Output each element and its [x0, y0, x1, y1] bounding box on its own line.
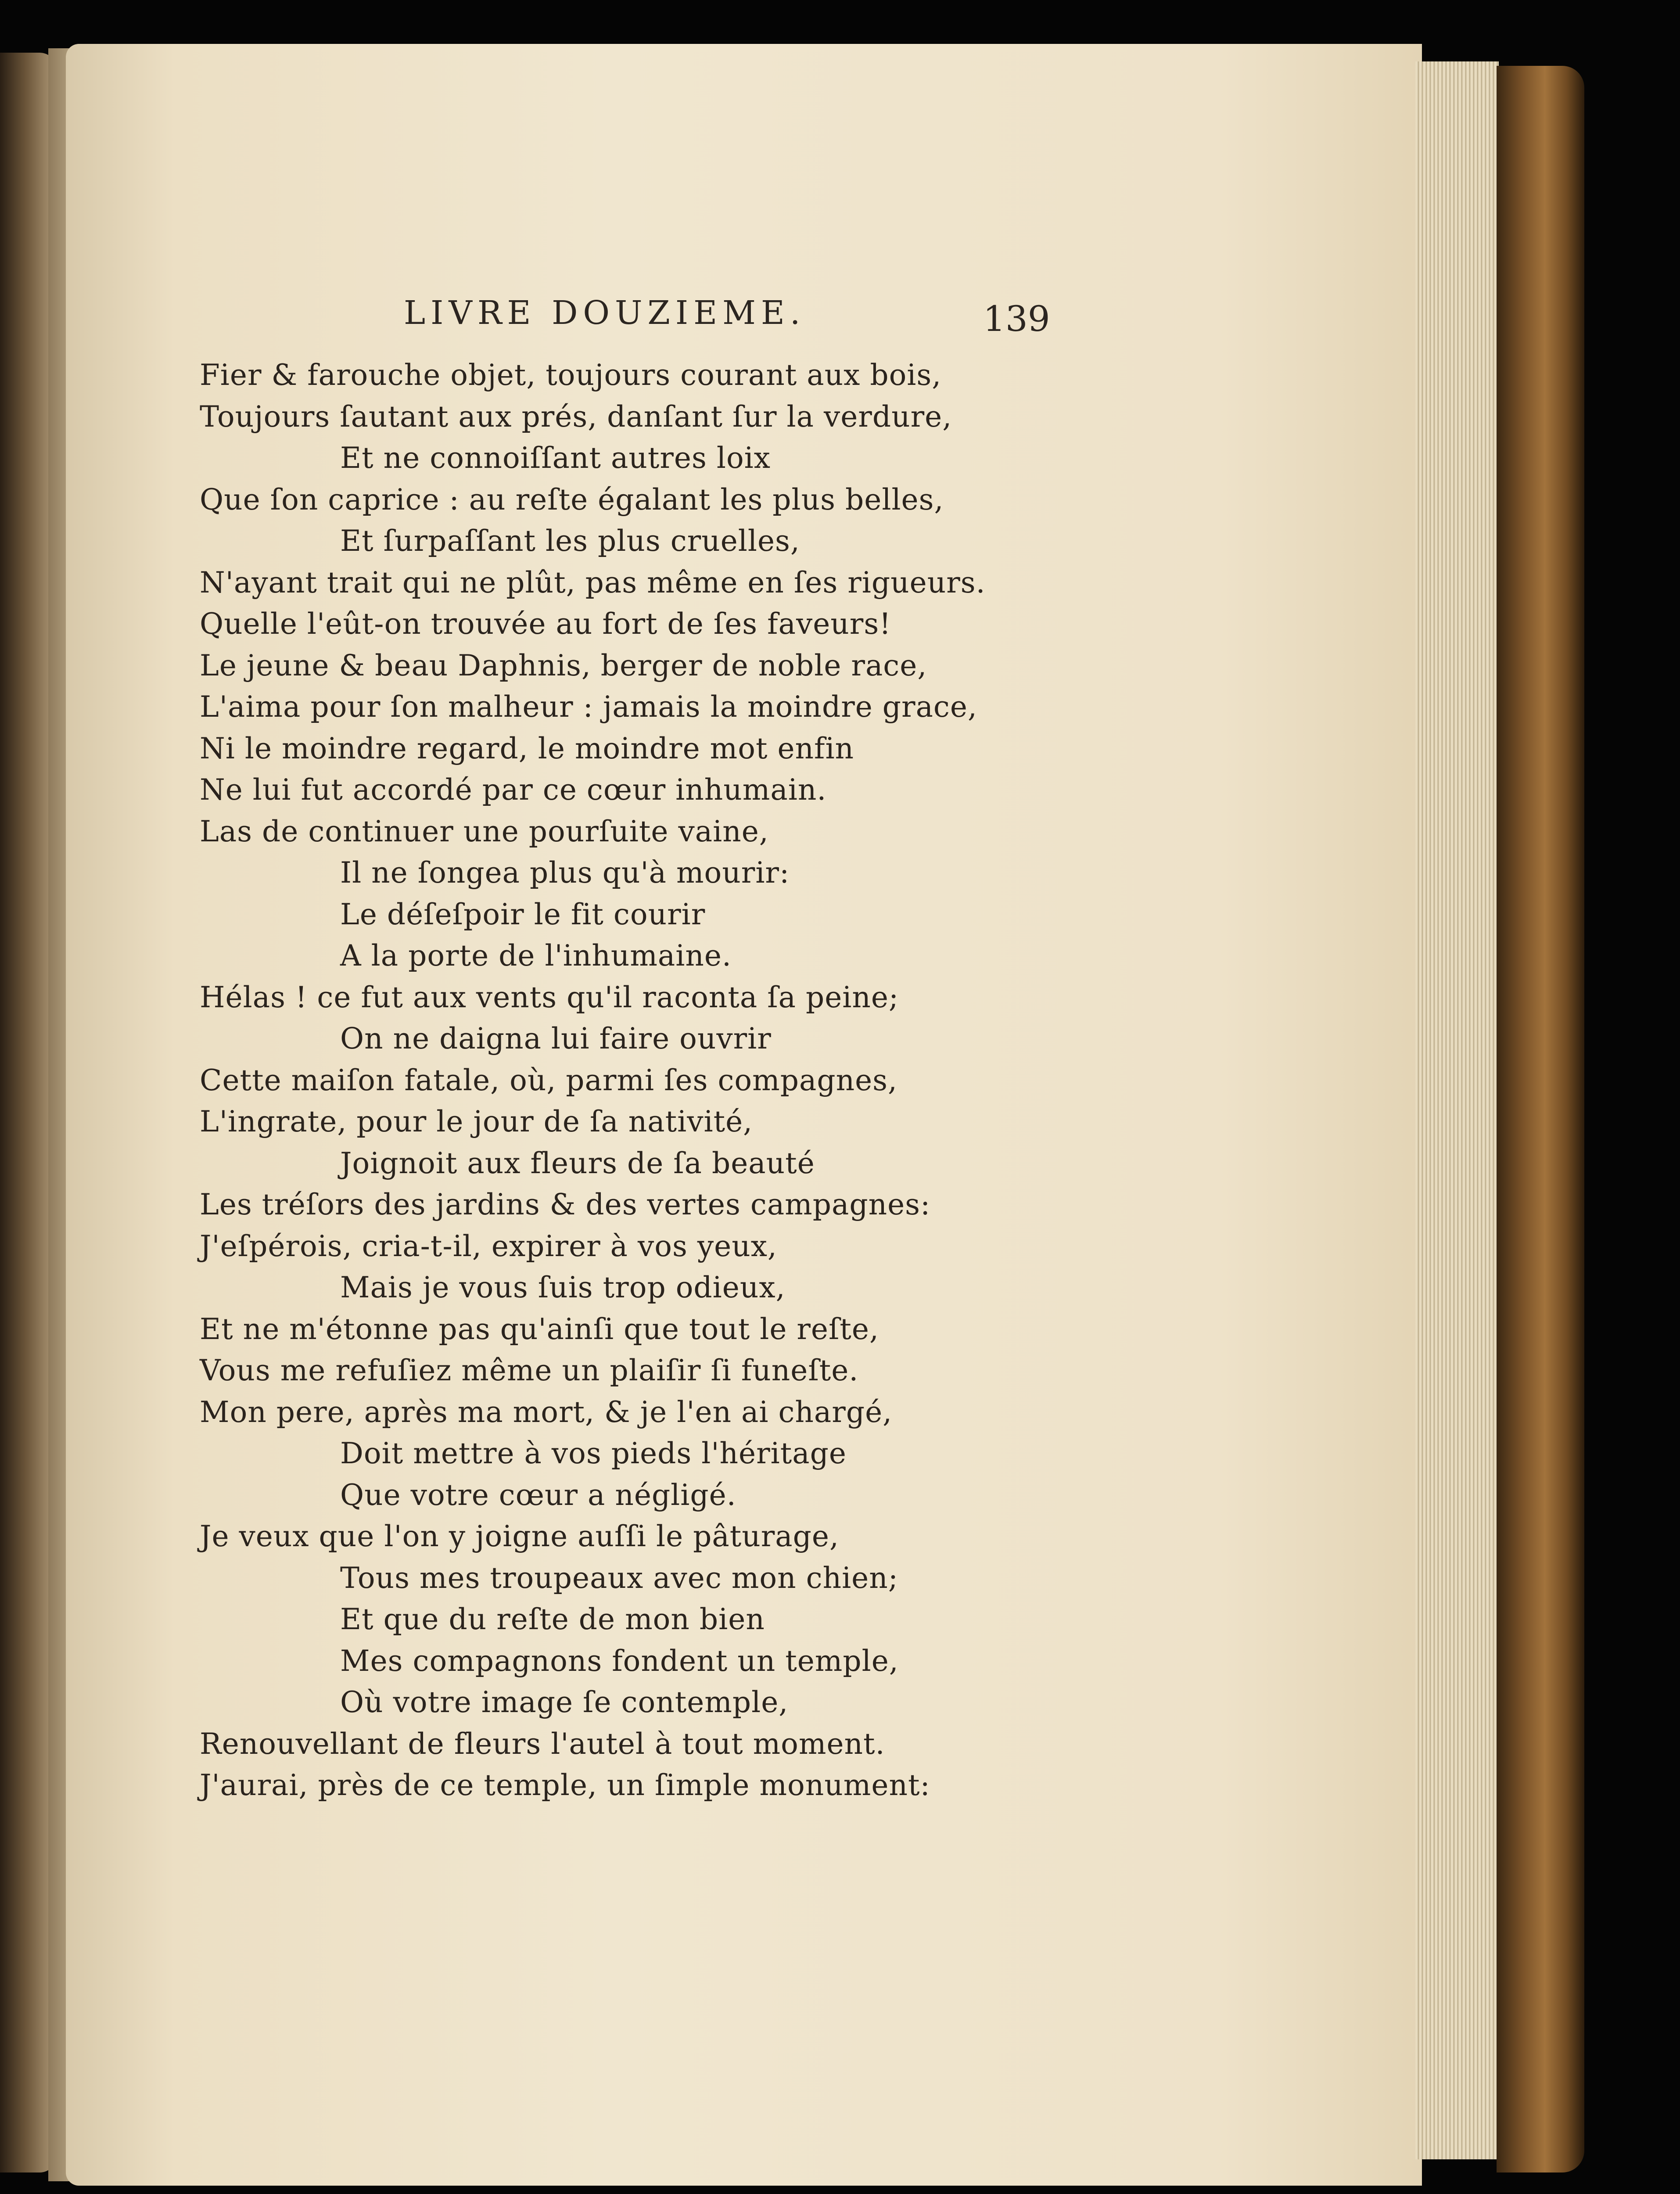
poem-line: Las de continuer une pourſuite vaine, [200, 814, 769, 848]
leather-cover [1497, 66, 1584, 2172]
poem-line: Le déſeſpoir le fit courir [340, 897, 706, 931]
poem-line: Joignoit aux fleurs de ſa beauté [340, 1146, 815, 1180]
poem-line: Le jeune & beau Daphnis, berger de noble race, [200, 648, 927, 682]
poem-line: N'ayant trait qui ne plût, pas même en ſes rigueurs. [200, 565, 986, 600]
poem-line: On ne daigna lui faire ouvrir [340, 1022, 772, 1056]
poem-line: Quelle l'eût-on trouvée au fort de ſes faveurs! [200, 607, 891, 641]
poem-line: Ni le moindre regard, le moindre mot enfin [200, 731, 854, 765]
poem-line: Mais je vous ſuis trop odieux, [340, 1271, 786, 1304]
poem-line: Il ne ſongea plus qu'à mourir: [340, 856, 790, 890]
poem-line: J'aurai, près de ce temple, un ſimple monument: [200, 1768, 930, 1802]
poem-line: L'aima pour ſon malheur : jamais la moindre grace, [200, 690, 977, 724]
poem-line: Et ne connoiſſant autres loix [340, 441, 771, 475]
poem-line: Cette maiſon fatale, où, parmi ſes compagnes, [200, 1063, 898, 1097]
poem-line: Que votre cœur a négligé. [340, 1478, 736, 1512]
running-title: LIVRE DOUZIEME. [404, 294, 806, 332]
poem-line: Doit mettre à vos pieds l'héritage [340, 1436, 847, 1470]
poem-line: Et ne m'étonne pas qu'ainſi que tout le reſte, [200, 1312, 879, 1346]
poem-line: Que ſon caprice : au reſte égalant les plus belles, [200, 482, 944, 517]
poem-line: Vous me refuſiez même un plaiſir ſi funeſte. [200, 1354, 859, 1387]
poem-line: Et ſurpaſſant les plus cruelles, [340, 524, 800, 558]
poem-text [200, 355, 1086, 1806]
poem-line: Où votre image ſe contemple, [340, 1685, 789, 1719]
poem-line: Tous mes troupeaux avec mon chien; [340, 1561, 898, 1595]
poem-line: J'eſpérois, cria-t-il, expirer à vos yeux, [200, 1229, 777, 1263]
poem-line: Mon pere, après ma mort, & je l'en ai chargé, [200, 1395, 893, 1429]
poem-line: Hélas ! ce fut aux vents qu'il raconta ſa peine; [200, 980, 899, 1014]
poem-line: Mes compagnons fondent un temple, [340, 1644, 899, 1678]
poem-line: Renouvellant de fleurs l'autel à tout moment. [200, 1727, 885, 1761]
poem-line: Fier & farouche objet, toujours courant aux bois, [200, 358, 942, 392]
poem-line: Et que du reſte de mon bien [340, 1602, 765, 1636]
page-number: 139 [983, 298, 1050, 339]
page-edges [1415, 61, 1499, 2159]
poem-line: Toujours ſautant aux prés, danſant ſur la verdure, [200, 399, 952, 434]
poem-line: Je veux que l'on y joigne auſſi le pâturage, [200, 1519, 839, 1553]
poem-line: A la porte de l'inhumaine. [340, 939, 732, 973]
poem-line: L'ingrate, pour le jour de ſa nativité, [200, 1105, 753, 1138]
poem-line: Ne lui fut accordé par ce cœur inhumain. [200, 773, 827, 807]
poem-line: Les tréſors des jardins & des vertes campagnes: [200, 1188, 931, 1221]
